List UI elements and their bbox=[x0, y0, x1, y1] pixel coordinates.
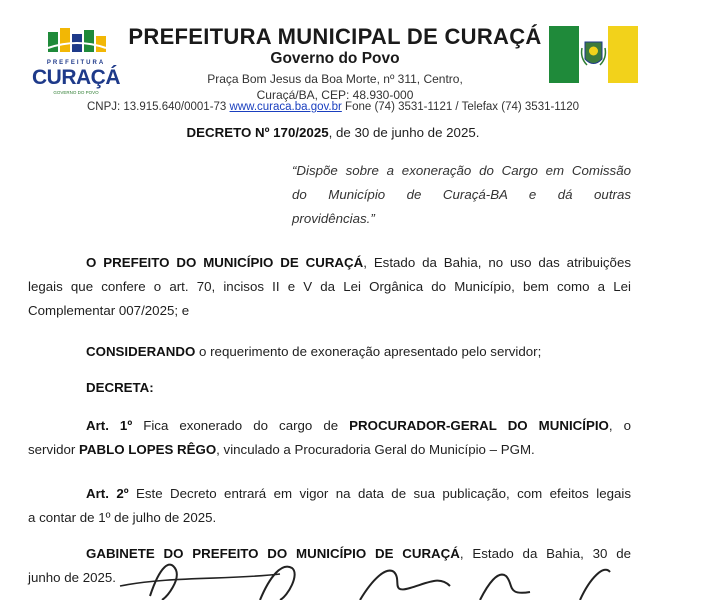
ementa-line-2: do Município de Curaçá-BA e dá outras bbox=[292, 187, 631, 202]
article-2 bbox=[28, 482, 631, 530]
article-1-line-2 bbox=[28, 438, 631, 462]
preamble-line-3: Complementar 007/2025; e bbox=[28, 303, 190, 318]
article-2-line-1 bbox=[28, 482, 631, 506]
article-2-text: Este Decreto entrará em vigor na data de sua publicação, com efeitos legais bbox=[128, 486, 631, 501]
cnpj: CNPJ: 13.915.640/0001-73 bbox=[86, 101, 227, 113]
ementa-line-1: “Dispõe sobre a exoneração do Cargo em Comissão bbox=[292, 163, 631, 178]
website-link[interactable]: www.curaca.ba.gov.br bbox=[229, 101, 342, 113]
article-1-line-2-rest: , vinculado a Procuradoria Geral do Município – PGM. bbox=[216, 442, 535, 457]
ementa bbox=[292, 159, 631, 231]
address bbox=[125, 71, 545, 103]
logo-name: CURAÇÁ bbox=[32, 66, 120, 89]
decree-number: DECRETO Nº 170/2025 bbox=[186, 125, 329, 140]
article-1 bbox=[28, 414, 631, 462]
decreta-heading: DECRETA: bbox=[86, 380, 154, 395]
article-2-label: Art. 2º bbox=[86, 486, 129, 501]
page-title: PREFEITURA MUNICIPAL DE CURAÇÁ bbox=[128, 24, 542, 49]
municipal-flag-icon bbox=[549, 26, 638, 83]
contact-line bbox=[28, 101, 638, 113]
article-2-line-2: a contar de 1º de julho de 2025. bbox=[28, 510, 217, 525]
closing-office: GABINETE DO PREFEITO DO MUNICÍPIO DE CURAÇÁ bbox=[86, 546, 460, 561]
article-1-text-end: , o bbox=[608, 418, 631, 433]
article-1-line-1 bbox=[28, 414, 631, 438]
closing-line-1-rest: , Estado da Bahia, 30 de bbox=[459, 546, 632, 561]
signature-image bbox=[110, 556, 670, 600]
ementa-line-3: providências.” bbox=[292, 211, 375, 226]
municipality-logo bbox=[28, 22, 124, 96]
article-1-text: Fica exonerado do cargo de bbox=[132, 418, 350, 433]
decree-date: , de 30 de junho de 2025. bbox=[328, 125, 480, 140]
address-line-2: Curaçá/BA, CEP: 48.930-000 bbox=[256, 88, 414, 102]
logo-subtitle: GOVERNO DO POVO bbox=[53, 90, 99, 95]
preamble-line-1 bbox=[28, 251, 631, 275]
logo-small-text: PREFEITURA bbox=[46, 60, 106, 66]
address-line-1: Praça Bom Jesus da Boa Morte, nº 311, Centro, bbox=[207, 72, 463, 86]
article-1-role: PROCURADOR-GERAL DO MUNICÍPIO bbox=[349, 418, 609, 433]
decree-title bbox=[28, 121, 638, 145]
phone-numbers: Fone (74) 3531-1121 / Telefax (74) 3531-1120 bbox=[345, 101, 580, 113]
preamble-authority: O PREFEITO DO MUNICÍPIO DE CURAÇÁ bbox=[86, 255, 364, 270]
preamble-line-2: legais que confere o art. 70, incisos II e V da Lei Orgânica do Município, bem como a Lei bbox=[28, 279, 631, 294]
article-1-label: Art. 1º bbox=[86, 418, 133, 433]
page-subtitle: Governo do Povo bbox=[270, 50, 400, 67]
article-1-line-2-start: servidor bbox=[28, 442, 79, 457]
considerando-text: o requerimento de exoneração apresentado pelo servidor; bbox=[195, 344, 542, 359]
closing-line-2: junho de 2025. bbox=[28, 570, 116, 585]
preamble bbox=[28, 251, 631, 323]
preamble-line-1-rest: , Estado da Bahia, no uso das atribuições bbox=[363, 255, 631, 270]
considerando-label: CONSIDERANDO bbox=[86, 344, 196, 359]
article-1-servant-name: PABLO LOPES RÊGO bbox=[79, 442, 217, 457]
considerando bbox=[86, 340, 541, 364]
logo-emblem-icon bbox=[46, 26, 108, 56]
